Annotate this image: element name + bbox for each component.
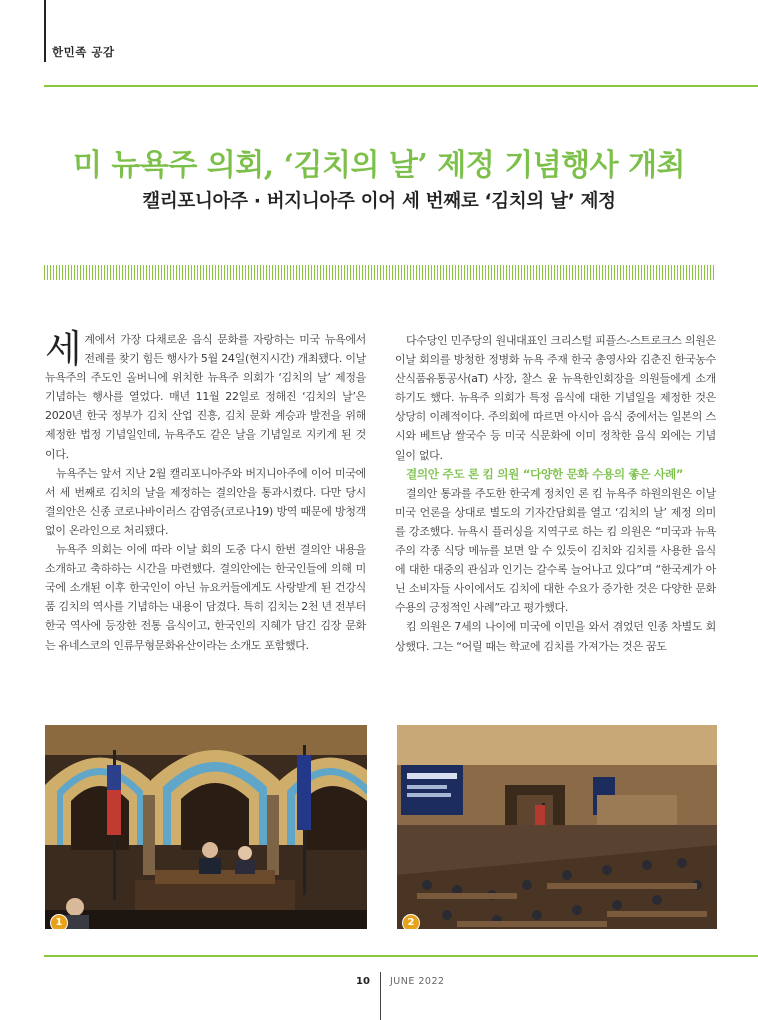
drop-cap: 세 (45, 327, 82, 371)
photo-number-badge: 2 (402, 914, 420, 929)
paragraph: 다수당인 민주당의 원내대표인 크리스털 피플스-스트로크스 의원은 이날 회의를 방청한 정병화 뉴욕 주재 한국 총영사와 김춘진 한국농수산식품유통공사(aT) 사장, 찰스 윤 뉴욕한인회장을 의원들에게 소개하기도 했다. 뉴욕주 의회가 특정 음식에 대한 기념일을 제정한 것은 상당히 이례적이다. 주의회에 따르면 아시아 음식 중에서는 일본의 스시와 베트남 쌀국수 등 미국 식문화에 이미 정착한 음식 외에는 기념일이 없다. (395, 334, 716, 462)
issue-date: JUNE 2022 (390, 976, 445, 987)
decorative-hatch-band (44, 265, 714, 280)
legislative-session-illustration (397, 725, 717, 929)
article-subheadline: 캘리포니아주 · 버지니아주 이어 세 번째로 ‘김치의 날’ 제정 (142, 191, 616, 212)
assembly-chamber-illustration (45, 725, 367, 929)
page-number: 10 (356, 976, 370, 987)
right-column (395, 331, 716, 656)
header-rule (44, 85, 758, 87)
header-vertical-rule (44, 0, 46, 62)
column-subhead: 결의안 주도 론 킴 의원 “다양한 문화 수용의 좋은 사례” (406, 466, 684, 481)
footer-rule (44, 955, 758, 957)
paragraph: 결의안 통과를 주도한 한국계 정치인 론 킴 뉴욕주 하원의원은 이날 미국 언론을 상대로 별도의 기자간담회를 열고 ‘김치의 날’ 제정 의미를 강조했다. 뉴욕시 플러싱을 지역구로 하는 킴 의원은 “미국과 뉴욕주의 각종 식당 메뉴를 보면 알 수 있듯이 김치와 김치를 사용한 음식에 대한 대중의 관심과 인기는 갈수록 늘어나고 있다”며 “한국계가 아닌 소비자들 사이에서도 김치에 대한 수요가 증가한 것은 다양한 문화 수용의 긍정적인 사례”라고 평가했다. (395, 486, 716, 615)
paragraph: 세계에서 가장 다채로운 음식 문화를 자랑하는 미국 뉴욕에서 전례를 찾기 힘든 행사가 5월 24일(현지시간) 개최됐다. 이날 뉴욕주의 주도인 올버니에 위치한 뉴욕주 의회가 ‘김치의 날’ 제정을 기념하는 행사를 열었다. 매년 11월 22일로 정해진 ‘김치의 날’은 2020년 한국 정부가 김치 산업 진흥, 김치 문화 계승과 발전을 위해 제정한 법정 기념일인데, 뉴욕주도 같은 날을 기념일로 지키게 된 것이다. (45, 327, 366, 461)
photo-number-badge: 1 (50, 914, 68, 929)
paragraph: 킴 의원은 7세의 나이에 미국에 이민을 와서 겪었던 인종 차별도 회상했다. 그는 “어릴 때는 학교에 김치를 가져가는 것은 꿈도 (395, 620, 716, 653)
photo-legislative-session (397, 725, 717, 929)
left-column (45, 327, 366, 655)
section-label: 한민족 공감 (52, 45, 115, 59)
article-headline: 미 뉴욕주 의회, ‘김치의 날’ 제정 기념행사 개최 (72, 148, 686, 183)
footer-vertical-rule (380, 972, 381, 1020)
paragraph: 뉴욕주 의회는 이에 따라 이날 회의 도중 다시 한번 결의안 내용을 소개하고 축하하는 시간을 마련했다. 결의안에는 한국인들에 의해 미국에 소개된 이후 한국인이 아닌 뉴요커들에게도 사랑받게 된 건강식품 김치의 역사를 기념하는 내용이 담겼다. 특히 김치는 2천 년 전부터 한국 역사에 등장한 전통 음식이고, 한국인의 지혜가 담긴 김장 문화는 유네스코의 인류무형문화유산이라는 소개도 포함했다. (45, 543, 366, 652)
photo-assembly-chamber (45, 725, 367, 929)
paragraph: 뉴욕주는 앞서 지난 2월 캘리포니아주와 버지니아주에 이어 미국에서 세 번째로 김치의 날을 제정하는 결의안을 통과시켰다. 다만 당시 결의안은 신종 코로나바이러스 감염증(코로나19) 방역 때문에 방청객 없이 온라인으로 처리됐다. (45, 466, 366, 537)
